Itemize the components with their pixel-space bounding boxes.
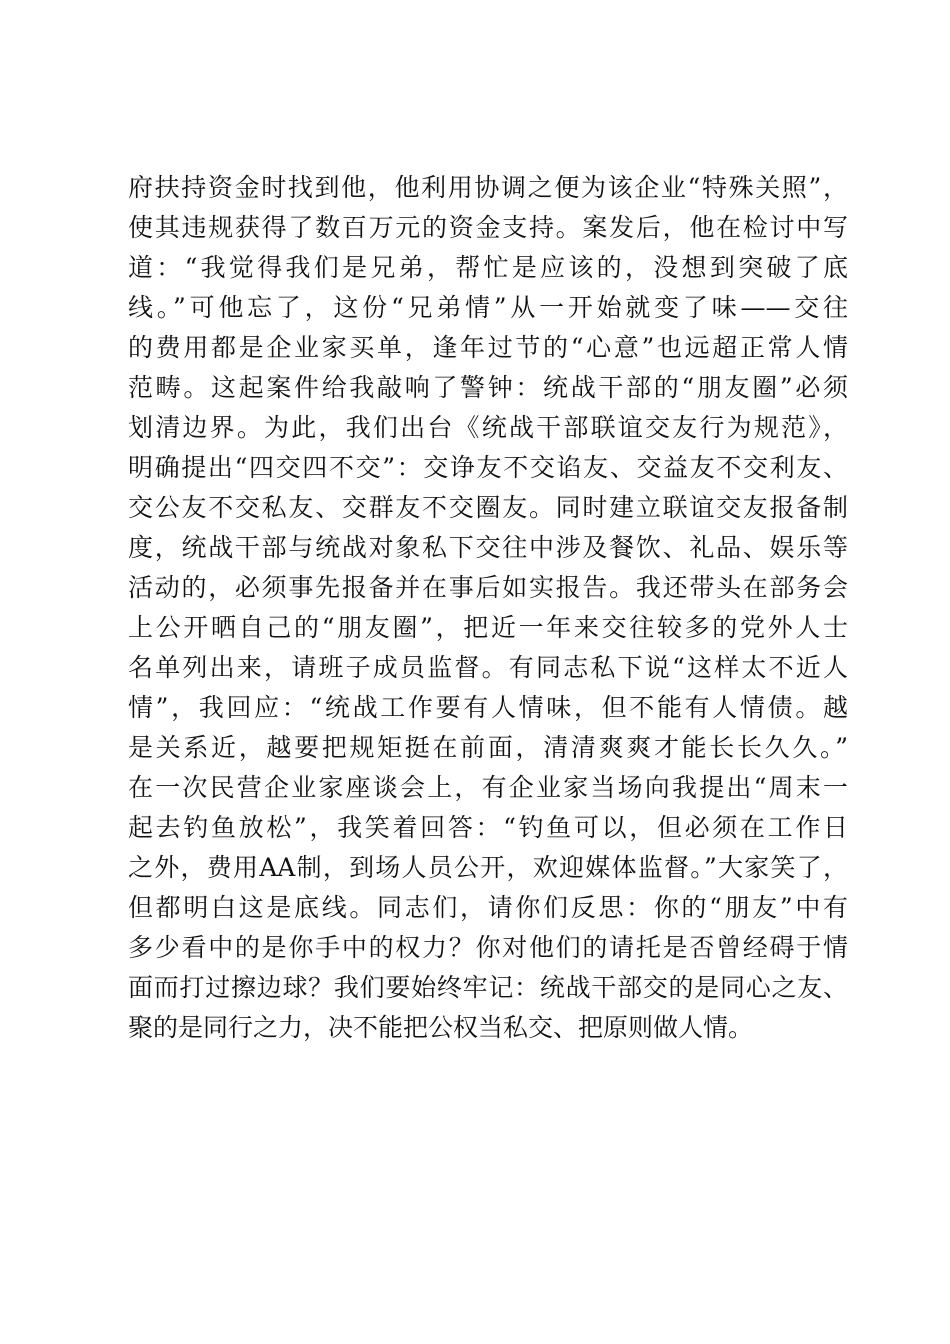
text-line: 交公友不交私友、交群友不交圈友。同时建立联谊交友报备制 (128, 493, 848, 522)
body-paragraph (128, 168, 848, 1048)
text-line: 上公开晒自己的“朋友圈”，把近一年来交往较多的党外人士 (128, 613, 848, 642)
text-line: 情”，我回应：“统战工作要有人情味，但不能有人情债。越 (128, 693, 848, 722)
text-line: 名单列出来，请班子成员监督。有同志私下说“这样太不近人 (128, 653, 848, 682)
text-line: 划清边界。为此，我们出台《统战干部联谊交友行为规范》， (128, 413, 848, 442)
text-line: 活动的，必须事先报备并在事后如实报告。我还带头在部务会 (128, 573, 848, 602)
text-line: 线。”可他忘了，这份“兄弟情”从一开始就变了味——交往 (128, 293, 848, 322)
text-line: 使其违规获得了数百万元的资金支持。案发后，他在检讨中写 (128, 213, 848, 242)
text-line: 在一次民营企业家座谈会上，有企业家当场向我提出“周末一 (128, 773, 848, 802)
text-line: 范畴。这起案件给我敲响了警钟：统战干部的“朋友圈”必须 (128, 373, 848, 402)
text-line: 多少看中的是你手中的权力？你对他们的请托是否曾经碍于情 (128, 933, 848, 962)
text-line: 明确提出“四交四不交”：交诤友不交谄友、交益友不交利友、 (128, 453, 848, 482)
text-line: 是关系近，越要把规矩挺在前面，清清爽爽才能长长久久。” (128, 733, 848, 762)
text-line: 聚的是同行之力，决不能把公权当私交、把原则做人情。 (128, 1013, 754, 1042)
text-line: 面而打过擦边球？我们要始终牢记：统战干部交的是同心之友、 (128, 973, 848, 1002)
text-line: 起去钓鱼放松”，我笑着回答：“钓鱼可以，但必须在工作日 (128, 813, 848, 842)
text-line: 但都明白这是底线。同志们，请你们反思：你的“朋友”中有 (128, 893, 848, 922)
text-line: 度，统战干部与统战对象私下交往中涉及餐饮、礼品、娱乐等 (128, 533, 848, 562)
text-line: 道：“我觉得我们是兄弟，帮忙是应该的，没想到突破了底 (128, 253, 848, 282)
text-line: 府扶持资金时找到他，他利用协调之便为该企业“特殊关照”， (128, 173, 848, 202)
text-line: 的费用都是企业家买单，逢年过节的“心意”也远超正常人情 (128, 333, 848, 362)
text-line: 之外，费用AA制，到场人员公开，欢迎媒体监督。”大家笑了， (128, 853, 848, 882)
